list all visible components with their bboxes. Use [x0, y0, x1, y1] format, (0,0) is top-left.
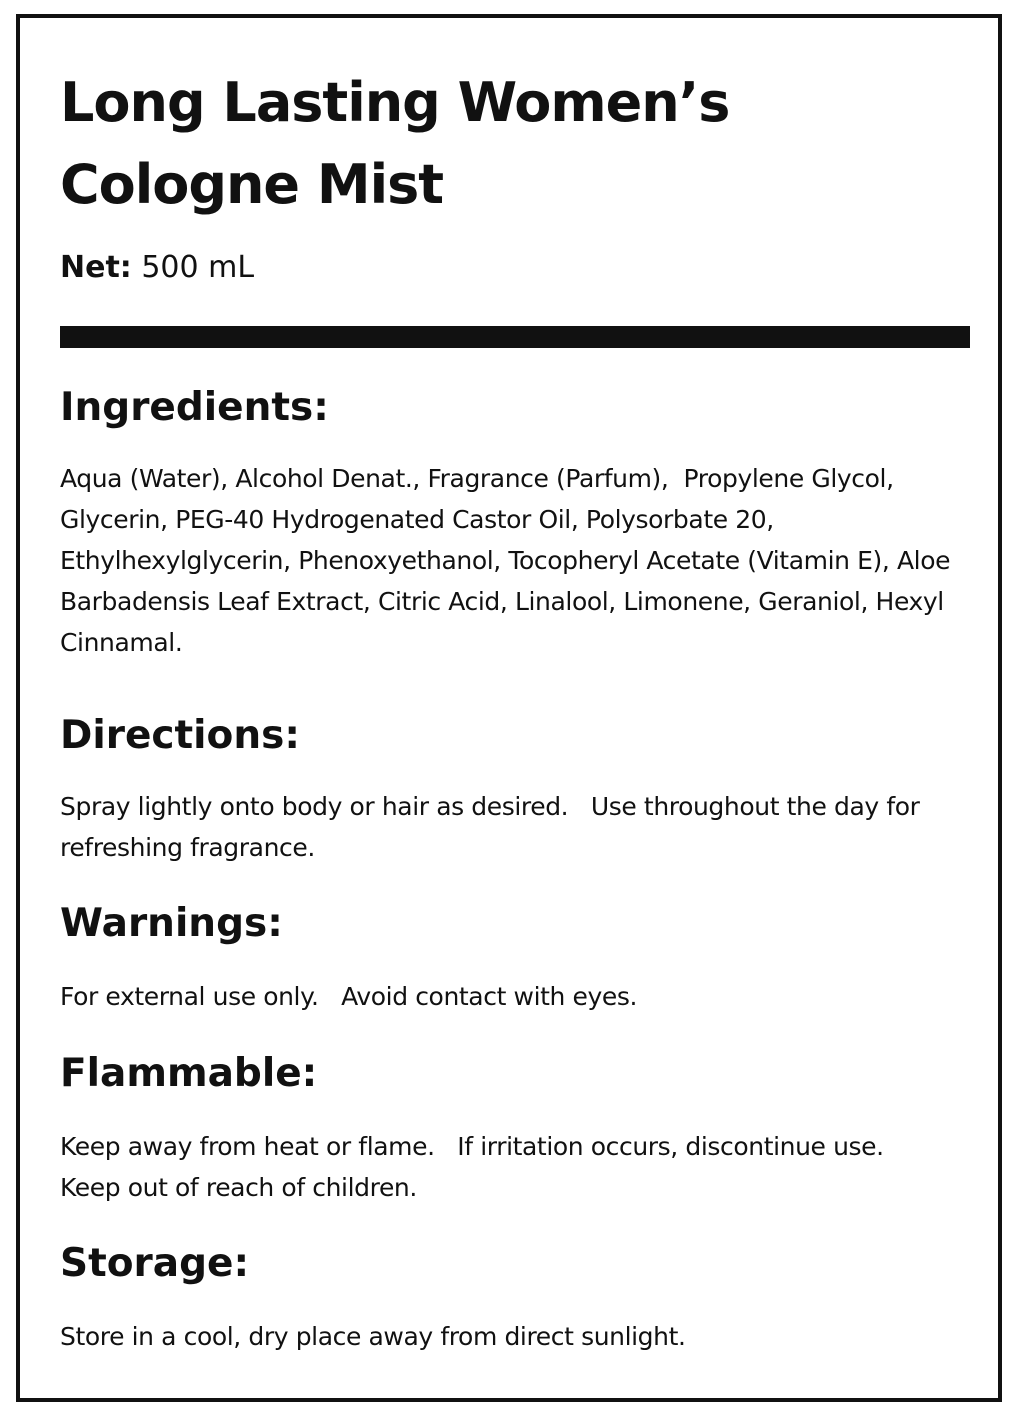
- warnings-heading: Warnings:: [60, 901, 283, 946]
- directions-heading: Directions:: [60, 713, 300, 758]
- net-label: Net:: [60, 250, 132, 285]
- ingredients-text: Aqua (Water), Alcohol Denat., Fragrance (Parfum), Propylene Glycol, Glycerin, PEG-40 Hydrogenated Castor Oil, Polysorbate 20, Ethylhexylglycerin, Phenoxyethanol, Tocopheryl Acetate (Vitamin E), Aloe Barbadensis Leaf Extract, Citric Acid, Linalool, Limonene, Geraniol, Hexyl Cinnamal.: [60, 464, 958, 657]
- ingredients-heading: Ingredients:: [60, 385, 329, 430]
- warnings-text: For external use only. Avoid contact with eyes.: [60, 982, 638, 1011]
- storage-text: Store in a cool, dry place away from direct sunlight.: [60, 1322, 686, 1351]
- product-label: [16, 14, 1002, 1402]
- divider-bar: [60, 326, 970, 348]
- net-value: 500 mL: [131, 250, 255, 285]
- directions-text: Spray lightly onto body or hair as desired. Use throughout the day for refreshing fragrance.: [60, 792, 928, 862]
- product-title: Long Lasting Women’s Cologne Mist: [60, 71, 730, 216]
- flammable-heading: Flammable:: [60, 1051, 318, 1096]
- flammable-text: Keep away from heat or flame. If irritation occurs, discontinue use. Keep out of reach of children.: [60, 1132, 907, 1202]
- net-quantity: [60, 246, 254, 290]
- storage-heading: Storage:: [60, 1241, 250, 1286]
